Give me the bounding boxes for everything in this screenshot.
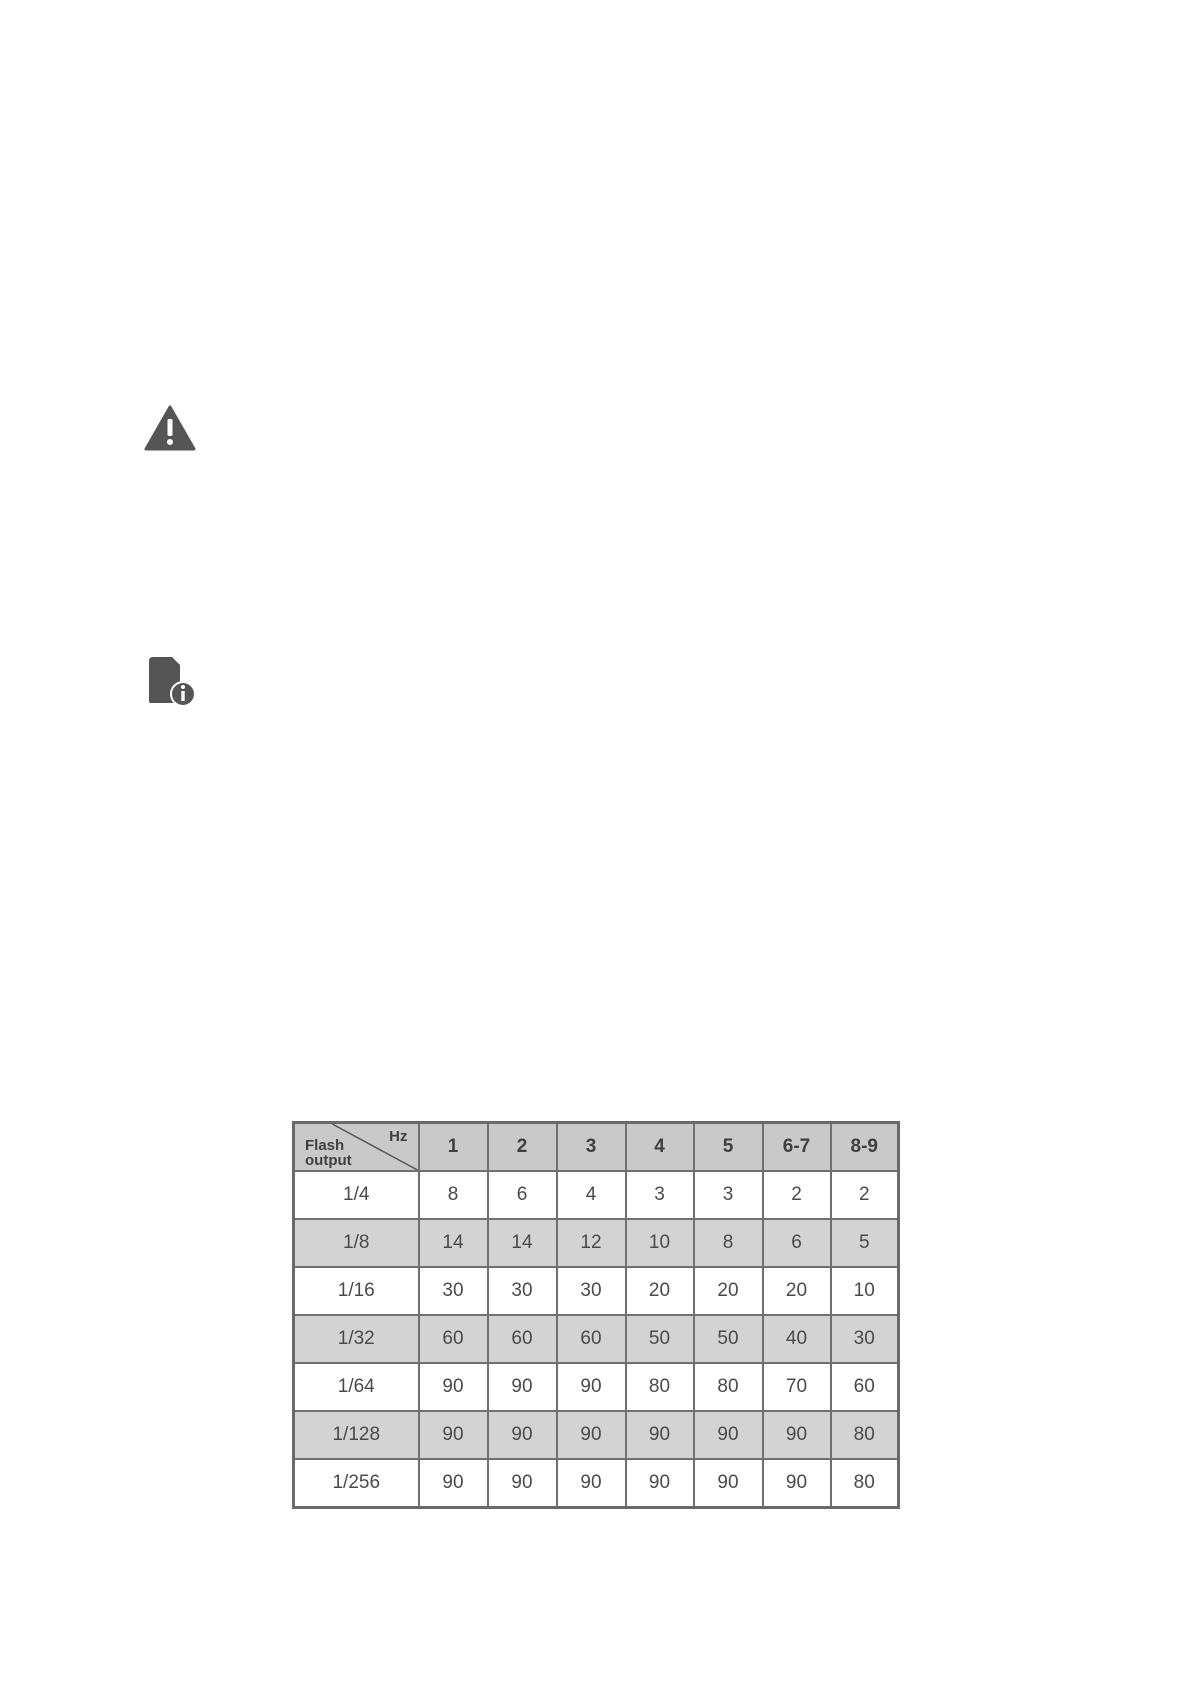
row-label: 1/4 [294,1171,419,1219]
table-cell: 3 [626,1171,694,1219]
row-label: 1/32 [294,1315,419,1363]
table-cell: 90 [419,1411,488,1459]
table-cell: 40 [763,1315,831,1363]
row-label: 1/256 [294,1459,419,1508]
row-label: 1/16 [294,1267,419,1315]
table-row [294,1171,899,1219]
table-cell: 90 [488,1363,557,1411]
table-cell: 90 [694,1411,763,1459]
table-cell: 20 [694,1267,763,1315]
column-header: 1 [419,1123,488,1172]
table-cell: 10 [626,1219,694,1267]
table-cell: 2 [763,1171,831,1219]
row-label: 1/64 [294,1363,419,1411]
table-cell: 30 [831,1315,899,1363]
table-cell: 60 [557,1315,626,1363]
column-header: 8-9 [831,1123,899,1172]
corner-column-label: Hz [389,1128,408,1145]
table-cell: 8 [419,1171,488,1219]
table-cell: 70 [763,1363,831,1411]
table-row [294,1363,899,1411]
flash-output-table-container [292,1121,897,1493]
table-cell: 90 [419,1459,488,1508]
table-cell: 3 [694,1171,763,1219]
table-cell: 90 [488,1411,557,1459]
table-row [294,1459,899,1508]
column-header: 2 [488,1123,557,1172]
flash-output-table [292,1121,900,1509]
table-header-row [294,1123,899,1172]
table-cell: 6 [763,1219,831,1267]
table-cell: 50 [694,1315,763,1363]
column-header: 4 [626,1123,694,1172]
table-cell: 5 [831,1219,899,1267]
column-header: 3 [557,1123,626,1172]
table-cell: 6 [488,1171,557,1219]
table-body [294,1171,899,1508]
table-cell: 30 [488,1267,557,1315]
table-cell: 30 [419,1267,488,1315]
table-cell: 20 [763,1267,831,1315]
table-cell: 90 [557,1411,626,1459]
row-label: 1/128 [294,1411,419,1459]
table-cell: 50 [626,1315,694,1363]
corner-row-label-line1: Flash [305,1137,345,1154]
table-cell: 80 [831,1411,899,1459]
table-cell: 20 [626,1267,694,1315]
table-cell: 60 [831,1363,899,1411]
table-cell: 90 [763,1411,831,1459]
table-cell: 30 [557,1267,626,1315]
table-cell: 14 [419,1219,488,1267]
table-cell: 14 [488,1219,557,1267]
table-cell: 80 [626,1363,694,1411]
table-cell: 60 [419,1315,488,1363]
table-cell: 90 [763,1459,831,1508]
table-row [294,1315,899,1363]
table-cell: 10 [831,1267,899,1315]
column-header: 6-7 [763,1123,831,1172]
table-cell: 90 [626,1411,694,1459]
table-cell: 4 [557,1171,626,1219]
table-cell: 2 [831,1171,899,1219]
corner-row-label-line2: output [305,1152,352,1169]
table-cell: 90 [694,1459,763,1508]
table-cell: 8 [694,1219,763,1267]
table-cell: 90 [488,1459,557,1508]
table-cell: 90 [626,1459,694,1508]
table-cell: 12 [557,1219,626,1267]
table-cell: 60 [488,1315,557,1363]
table-cell: 90 [557,1459,626,1508]
table-cell: 80 [694,1363,763,1411]
table-cell: 90 [557,1363,626,1411]
column-header: 5 [694,1123,763,1172]
table-row [294,1267,899,1315]
document-info-icon [146,657,198,709]
table-cell: 80 [831,1459,899,1508]
table-corner-cell [294,1123,419,1172]
warning-triangle-icon [144,405,196,451]
corner-row-label [305,1138,352,1168]
table-row [294,1411,899,1459]
row-label: 1/8 [294,1219,419,1267]
table-row [294,1219,899,1267]
table-cell: 90 [419,1363,488,1411]
